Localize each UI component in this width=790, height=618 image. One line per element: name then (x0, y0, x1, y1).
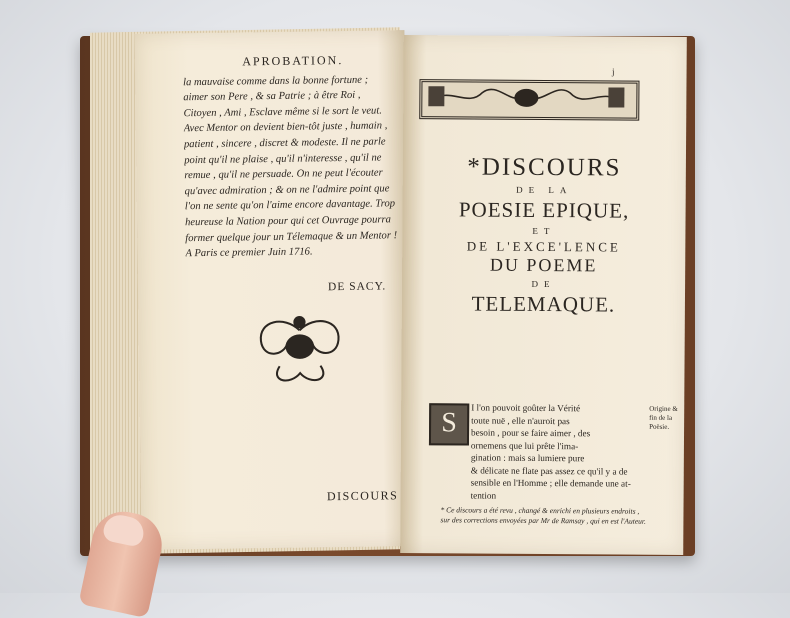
text-line: besoin , pour se faire aimer , des (471, 427, 591, 439)
margin-note: Origine & fin de la Poësie. (649, 404, 678, 431)
right-page (400, 35, 687, 555)
text-line: aimer son Pere , & sa Patrie ; à être Roi , (183, 89, 361, 104)
text-line: gination : mais sa lumiere pure (470, 452, 585, 464)
title-de-la: DE LA (516, 184, 573, 196)
text-line: ornemens que lui prête l'ima- (470, 439, 579, 451)
title-discours: *DISCOURS (467, 153, 622, 182)
title-telemaque: TELEMAQUE. (471, 291, 616, 317)
text-line: patient , sincere , discret & modeste. Il ne parle (183, 136, 386, 151)
text-line: sensible en l'Homme ; elle demande une at- (470, 477, 631, 489)
footnote: * Ce discours a été revu , changé & enrichi en plusieurs endroits , sur des corrections envoyées par Mr de Ramsay , qui en est l'Auteur. (440, 505, 646, 526)
left-page (134, 30, 411, 550)
text-line: l'on ne sente qu'on l'aime encore davantage. Trop (184, 198, 396, 213)
text-line: Avec Mentor on devient bien-tôt juste , humain , (183, 120, 388, 135)
title-de: DE (531, 278, 556, 290)
text-line: remue , qu'il ne persuade. On ne peut l'écouter (184, 167, 383, 182)
body-text (471, 401, 652, 502)
text-line: former quelque jour un Télemaque & un Mentor ! (185, 229, 398, 244)
text-line: la mauvaise comme dans la bonne fortune ; (183, 74, 369, 88)
title-block (402, 153, 686, 318)
text-line: qu'avec admiration ; & on ne l'admire point que (184, 183, 390, 197)
text-line: toute nuë , elle n'auroit pas (471, 414, 570, 426)
approbation-text (183, 52, 406, 262)
text-line: tention (470, 489, 497, 501)
catchword: DISCOURS (326, 488, 399, 504)
title-excellence: DE L'EXCE'LENCE (466, 238, 621, 255)
text-line: point qu'il ne plaise , qu'il n'interesse , qu'il ne (184, 152, 382, 166)
text-line: A Paris ce premier Juin 1716. (185, 246, 313, 260)
fleuron-ornament-icon (248, 309, 351, 388)
text-line: heureuse la Nation pour qui cet Ouvrage pourra (184, 214, 391, 229)
title-poesie-epique: POESIE EPIQUE, (458, 197, 630, 223)
text-line: & délicate ne flate pas assez ce qu'il y a de (470, 464, 628, 477)
drop-cap: S (429, 403, 469, 445)
signature: DE SACY. (327, 280, 387, 294)
text-line: I l'on pouvoit goûter la Vérité (471, 402, 581, 414)
text-line: Citoyen , Ami , Esclave même si le sort le veut. (183, 105, 382, 120)
folio-number: j (612, 66, 615, 77)
page-header: APROBATION. (242, 52, 344, 69)
title-et: ET (532, 225, 556, 237)
headpiece-scroll-icon (422, 82, 630, 111)
title-du-poeme: DU POEME (489, 254, 598, 276)
headpiece-ornament (419, 79, 639, 121)
